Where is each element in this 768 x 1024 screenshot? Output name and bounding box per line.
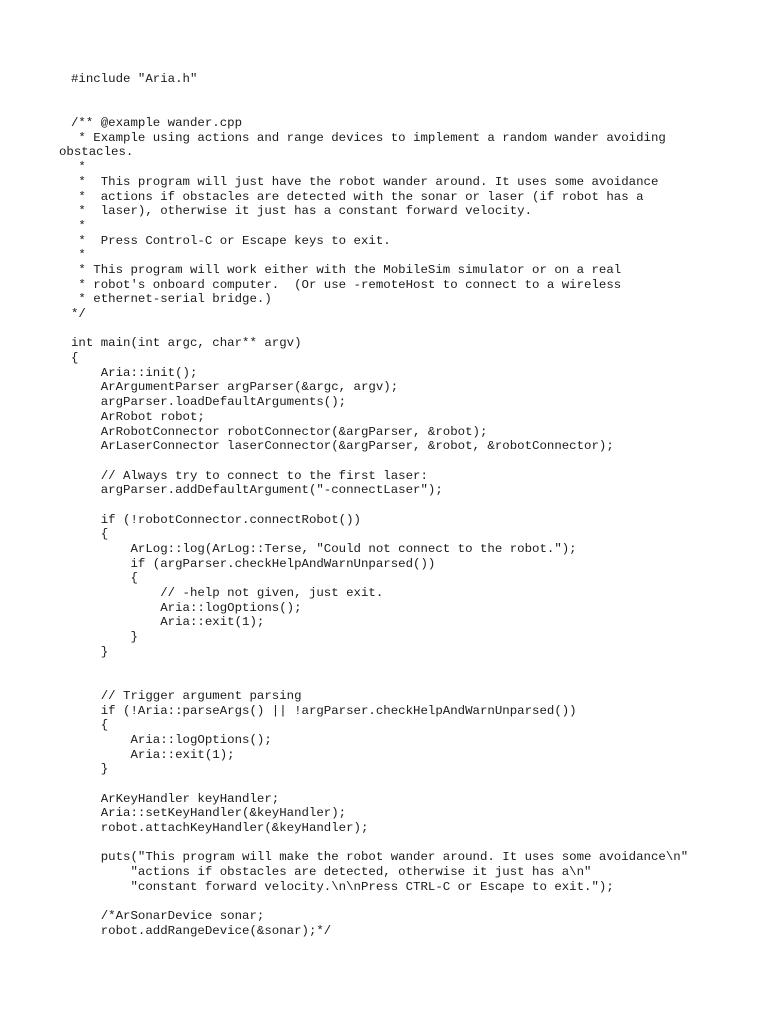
code-line: * This program will work either with the MobileSim simulator or on a real	[71, 262, 622, 277]
code-line: * This program will just have the robot wander around. It uses some avoidance	[71, 174, 659, 189]
code-line: argParser.loadDefaultArguments();	[71, 395, 347, 410]
code-line: }	[71, 762, 109, 777]
code-line: }	[71, 630, 138, 645]
code-line: {	[71, 571, 138, 586]
code-line	[71, 498, 731, 513]
code-line: robot.addRangeDevice(&sonar);*/	[71, 923, 332, 938]
code-line: {	[71, 351, 79, 366]
code-line: // Always try to connect to the first laser:	[71, 468, 428, 483]
code-line	[71, 895, 731, 910]
code-line: robot.attachKeyHandler(&keyHandler);	[71, 821, 369, 836]
code-line: {	[71, 527, 109, 542]
code-line: int main(int argc, char** argv)	[71, 336, 302, 351]
code-line: puts("This program will make the robot wander around. It uses some avoidance\n"	[71, 850, 689, 865]
code-line: if (argParser.checkHelpAndWarnUnparsed())	[71, 556, 436, 571]
code-line: ArRobotConnector robotConnector(&argParser, &robot);	[71, 424, 488, 439]
code-line	[71, 777, 731, 792]
code-line: Aria::exit(1);	[71, 615, 265, 630]
code-line: ArRobot robot;	[71, 409, 205, 424]
code-line: Aria::exit(1);	[71, 747, 235, 762]
code-line	[71, 322, 731, 337]
code-line	[71, 87, 731, 102]
code-line: {	[71, 718, 109, 733]
code-line: Aria::logOptions();	[71, 732, 272, 747]
code-line: #include "Aria.h"	[71, 72, 198, 86]
code-line: * Press Control-C or Escape keys to exit.	[71, 233, 391, 248]
code-line: Aria::init();	[71, 365, 198, 380]
code-line: */	[71, 307, 86, 321]
code-line: * ethernet-serial bridge.)	[71, 292, 272, 307]
code-line: "actions if obstacles are detected, otherwise it just has a\n"	[71, 865, 592, 880]
code-line: // Trigger argument parsing	[71, 688, 302, 703]
code-line: /*ArSonarDevice sonar;	[71, 909, 265, 924]
code-line: Aria::setKeyHandler(&keyHandler);	[71, 806, 347, 821]
code-line	[71, 836, 731, 851]
code-line: if (!Aria::parseArgs() || !argParser.checkHelpAndWarnUnparsed())	[71, 703, 577, 718]
code-line: *	[71, 248, 86, 263]
code-line: ArKeyHandler keyHandler;	[71, 791, 280, 806]
code-line: *	[71, 218, 86, 233]
code-line: if (!robotConnector.connectRobot())	[71, 512, 361, 527]
code-line: // -help not given, just exit.	[71, 586, 384, 601]
code-line	[71, 674, 731, 689]
code-line: * actions if obstacles are detected with the sonar or laser (if robot has a	[71, 189, 644, 204]
code-line: ArArgumentParser argParser(&argc, argv);	[71, 380, 399, 395]
code-line: * Example using actions and range devices to implement a random wander avoiding	[71, 130, 666, 145]
code-line: argParser.addDefaultArgument("-connectLaser");	[71, 483, 443, 498]
source-code-listing	[59, 72, 731, 939]
code-line: *	[71, 160, 86, 175]
code-line: ArLaserConnector laserConnector(&argParser, &robot, &robotConnector);	[71, 439, 614, 454]
code-line: * robot's onboard computer. (Or use -remoteHost to connect to a wireless	[71, 277, 622, 292]
code-line: obstacles.	[59, 145, 134, 160]
code-line	[71, 101, 731, 116]
code-line: /** @example wander.cpp	[71, 116, 243, 131]
code-line	[71, 660, 731, 675]
code-line: ArLog::log(ArLog::Terse, "Could not connect to the robot.");	[71, 542, 577, 556]
code-line: Aria::logOptions();	[71, 600, 302, 615]
code-line: "constant forward velocity.\n\nPress CTRL-C or Escape to exit.");	[71, 879, 614, 894]
code-line: }	[71, 644, 109, 659]
code-line: * laser), otherwise it just has a constant forward velocity.	[71, 204, 533, 219]
code-line	[71, 454, 731, 469]
